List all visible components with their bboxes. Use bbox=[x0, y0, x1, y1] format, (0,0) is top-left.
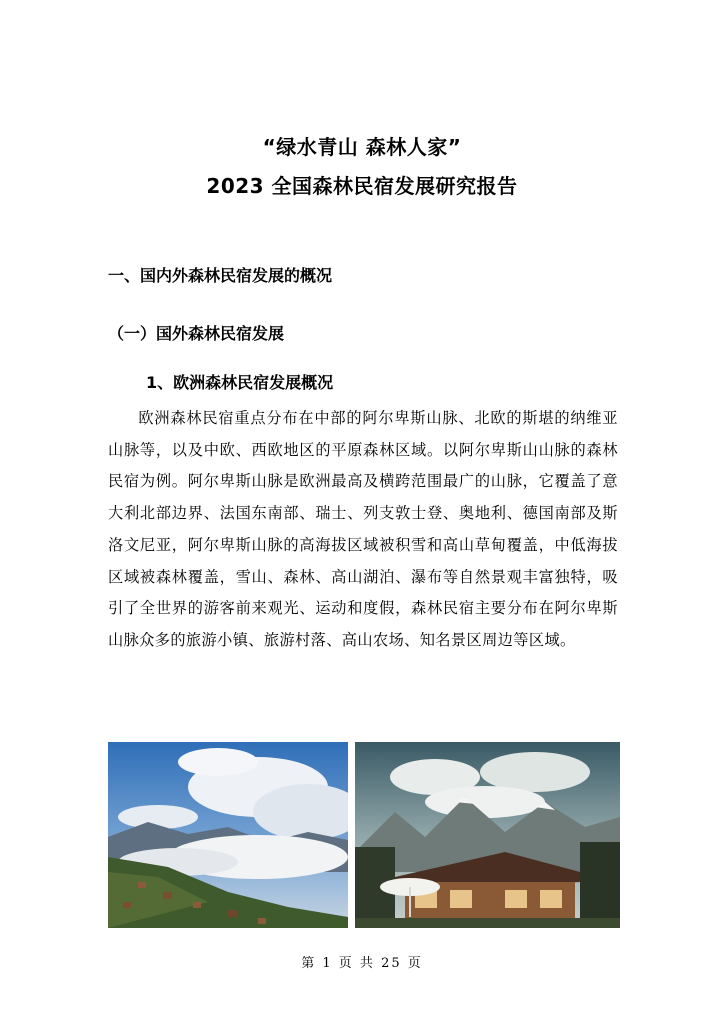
page-number: 1 bbox=[322, 956, 333, 971]
report-title-line-1: “绿水青山 森林人家” bbox=[262, 135, 462, 159]
subsection-heading-1-1: （一）国外森林民宿发展 bbox=[108, 324, 285, 343]
alpine-chalet-photo bbox=[355, 742, 620, 928]
alpine-village-image bbox=[108, 742, 348, 928]
page-suffix: 页 bbox=[407, 956, 423, 971]
section-heading-1: 一、国内外森林民宿发展的概况 bbox=[108, 266, 333, 285]
page-total: 25 bbox=[381, 956, 402, 971]
alpine-village-photo bbox=[108, 742, 348, 928]
report-title-line-2: 2023 全国森林民宿发展研究报告 bbox=[206, 174, 518, 198]
body-paragraph: 欧洲森林民宿重点分布在中部的阿尔卑斯山脉、北欧的斯堪的纳维亚山脉等，以及中欧、西欧地区的平原森林区域。以阿尔卑斯山山脉的森林民宿为例。阿尔卑斯山脉是欧洲最高及横跨范围最广的山脉，它覆盖了意大利北部边界、法国东南部、瑞士、列支敦士登、奥地利、德国南部及斯洛文尼亚，阿尔卑斯山脉的高海拔区域被积雪和高山草甸覆盖，中低海拔区域被森林覆盖，雪山、森林、高山湖泊、瀑布等自然景观丰富独特，吸引了全世界的游客前来观光、运动和度假，森林民宿主要分布在阿尔卑斯山脉众多的旅游小镇、旅游村落、高山农场、知名景区周边等区域。 bbox=[108, 409, 618, 649]
page-footer bbox=[0, 952, 724, 971]
alpine-chalet-image bbox=[355, 742, 620, 928]
page-prefix: 第 bbox=[301, 956, 317, 971]
subsubsection-heading-1-1-1: 1、欧洲森林民宿发展概况 bbox=[146, 373, 334, 392]
page-mid: 页 共 bbox=[338, 956, 375, 971]
